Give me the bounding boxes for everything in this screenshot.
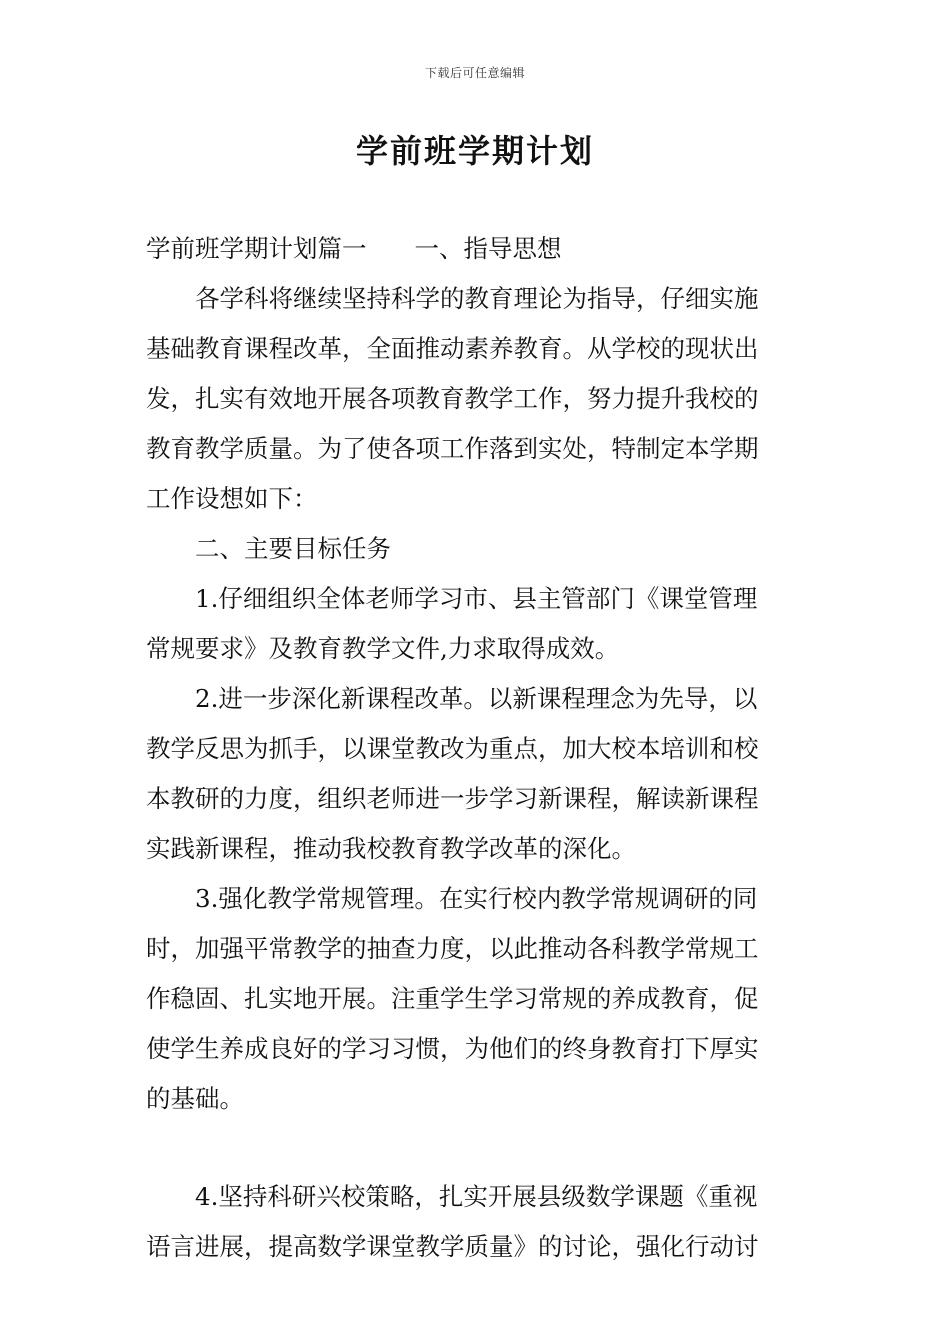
item4-line: 4.坚持科研兴校策略，扎实开展县级数学课题《重视 bbox=[195, 1182, 758, 1211]
intro-lead: 学前班学期计划篇一 bbox=[146, 234, 367, 263]
item4-line: 语言进展，提高数学课堂教学质量》的讨论，强化行动讨 bbox=[146, 1232, 759, 1261]
para1-line: 发，扎实有效地开展各项教育教学工作，努力提升我校的 bbox=[146, 384, 759, 413]
item-4 bbox=[146, 1172, 806, 1272]
para1-line: 教育教学质量。为了使各项工作落到实处，特制定本学期 bbox=[146, 434, 759, 463]
section-heading-2: 二、主要目标任务 bbox=[195, 534, 391, 563]
item3-line: 时，加强平常教学的抽查力度，以此推动各科教学常规工 bbox=[146, 934, 759, 963]
header-note: 下载后可任意编辑 bbox=[424, 66, 525, 80]
item3-line: 3.强化教学常规管理。在实行校内教学常规调研的同 bbox=[195, 884, 758, 913]
item3-line: 的基础。 bbox=[146, 1084, 244, 1113]
item2-line: 本教研的力度，组织老师进一步学习新课程，解读新课程 bbox=[146, 784, 759, 813]
paragraph-guiding-idea bbox=[146, 274, 806, 524]
para1-line: 各学科将继续坚持科学的教育理论为指导，仔细实施 bbox=[195, 284, 759, 313]
document-title: 学前班学期计划 bbox=[355, 132, 594, 170]
item3-line: 作稳固、扎实地开展。注重学生学习常规的养成教育，促 bbox=[146, 984, 759, 1013]
item2-line: 教学反思为抓手，以课堂教改为重点，加大校本培训和校 bbox=[146, 734, 759, 763]
item-1 bbox=[146, 574, 806, 674]
item1-line: 1.仔细组织全体老师学习市、县主管部门《课堂管理 bbox=[195, 584, 758, 613]
item3-line: 使学生养成良好的学习习惯，为他们的终身教育打下厚实 bbox=[146, 1034, 759, 1063]
section-heading-1: 一、指导思想 bbox=[414, 234, 562, 263]
paragraph-gap bbox=[146, 1124, 806, 1172]
item-3 bbox=[146, 874, 806, 1124]
document-body bbox=[146, 224, 806, 1272]
item1-line: 常规要求》及教育教学文件,力求取得成效。 bbox=[146, 634, 620, 663]
para1-line: 工作设想如下： bbox=[146, 484, 318, 513]
item2-line: 2.进一步深化新课程改革。以新课程理念为先导，以 bbox=[195, 684, 758, 713]
para1-line: 基础教育课程改革，全面推动素养教育。从学校的现状出 bbox=[146, 334, 759, 363]
item2-line: 实践新课程，推动我校教育教学改革的深化。 bbox=[146, 834, 636, 863]
item-2 bbox=[146, 674, 806, 874]
intro-line bbox=[146, 224, 806, 274]
